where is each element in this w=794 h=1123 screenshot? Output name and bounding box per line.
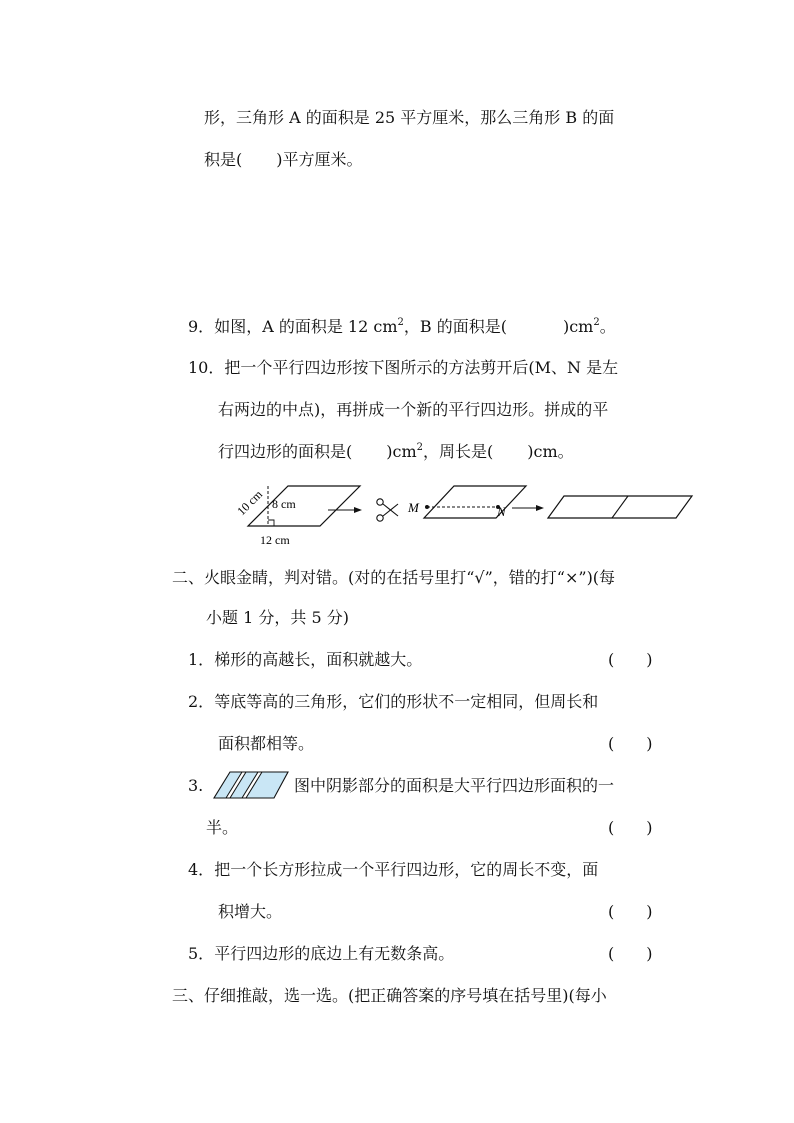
q9-line bbox=[188, 315, 616, 339]
s2-item2 bbox=[188, 690, 598, 714]
point-m bbox=[425, 505, 429, 509]
q9-sup2: 2 bbox=[593, 317, 600, 328]
height-label: 8 cm bbox=[272, 497, 296, 511]
original-parallelogram bbox=[248, 486, 360, 526]
q9-num: 9． bbox=[188, 317, 215, 336]
q9-text-d: 。 bbox=[599, 317, 616, 336]
join-line bbox=[612, 496, 628, 518]
s2-item3-text: 图中阴影部分的面积是大平行四边形面积的一 bbox=[294, 776, 615, 795]
s2-item2-answer[interactable]: ( ) bbox=[608, 734, 653, 753]
arrow-1-head bbox=[354, 507, 362, 513]
cut-parallelogram bbox=[424, 486, 526, 518]
shaded-parallelogram-figure bbox=[212, 770, 292, 800]
section2-heading-line1: 二、火眼金睛，判对错。(对的在括号里打“√”，错的打“×”)(每 bbox=[172, 568, 616, 587]
section3-heading: 三、仔细推敲，选一选。(把正确答案的序号填在括号里)(每小 bbox=[172, 986, 607, 1005]
s2-item4-text2: 积增大。 bbox=[218, 902, 283, 921]
s2-item4-answer[interactable]: ( ) bbox=[608, 902, 653, 921]
section2-heading-line2: 小题 1 分，共 5 分) bbox=[206, 608, 349, 627]
q10-text1: 把一个平行四边形按下图所示的方法剪开后(M、N 是左 bbox=[224, 358, 619, 377]
q9-sup1: 2 bbox=[397, 317, 404, 328]
s2-item2-num: 2． bbox=[188, 692, 215, 711]
s2-item4 bbox=[188, 858, 598, 882]
arrow-2-head bbox=[536, 505, 544, 511]
q10-text-b: )cm bbox=[386, 442, 417, 461]
s2-item5-num: 5． bbox=[188, 944, 215, 963]
q10-sup: 2 bbox=[416, 442, 423, 453]
s2-item4-num: 4． bbox=[188, 860, 215, 879]
q10-text-c: ，周长是( bbox=[423, 442, 494, 461]
q9-text-c: )cm bbox=[562, 317, 594, 336]
q10-num: 10． bbox=[188, 358, 225, 377]
s2-item1-answer[interactable]: ( ) bbox=[608, 650, 653, 669]
q9-text-b: ，B 的面积是( bbox=[403, 317, 507, 336]
s2-item5-answer[interactable]: ( ) bbox=[608, 944, 653, 963]
side-label: 10 cm bbox=[234, 487, 266, 519]
s2-item5-text: 平行四边形的底边上有无数条高。 bbox=[214, 944, 455, 963]
q10-text-a: 行四边形的面积是( bbox=[218, 442, 353, 461]
s2-item1 bbox=[188, 648, 422, 672]
q10-line3 bbox=[218, 440, 574, 464]
scissors-icon bbox=[377, 499, 398, 521]
s2-item1-text: 梯形的高越长，面积就越大。 bbox=[214, 650, 423, 669]
s2-item3-text2: 半。 bbox=[206, 818, 239, 837]
q9-text-a: 如图，A 的面积是 12 cm bbox=[214, 317, 398, 336]
q8-text-b: )平方厘米。 bbox=[276, 150, 363, 169]
q10-line2: 右两边的中点)，再拼成一个新的平行四边形。拼成的平 bbox=[218, 400, 609, 419]
q10-line1 bbox=[188, 356, 618, 380]
q10-text-d: )cm。 bbox=[527, 442, 574, 461]
s2-item4-text: 把一个长方形拉成一个平行四边形，它的周长不变，面 bbox=[214, 860, 599, 879]
s2-item3-num: 3. bbox=[188, 776, 204, 795]
label-m: M bbox=[408, 500, 419, 515]
s2-item1-num: 1． bbox=[188, 650, 215, 669]
label-n: N bbox=[497, 504, 506, 519]
q10-figure bbox=[222, 478, 702, 550]
q8-text-a: 积是( bbox=[204, 150, 243, 169]
s2-item2-text2: 面积都相等。 bbox=[218, 734, 315, 753]
q8-line1: 形，三角形 A 的面积是 25 平方厘米，那么三角形 B 的面 bbox=[204, 108, 615, 127]
s2-item5 bbox=[188, 942, 454, 966]
q8-line2 bbox=[204, 148, 363, 172]
s2-item3-answer[interactable]: ( ) bbox=[608, 818, 653, 837]
s2-item2-text: 等底等高的三角形，它们的形状不一定相同，但周长和 bbox=[214, 692, 599, 711]
right-angle-mark bbox=[268, 520, 274, 526]
base-label: 12 cm bbox=[260, 533, 290, 547]
